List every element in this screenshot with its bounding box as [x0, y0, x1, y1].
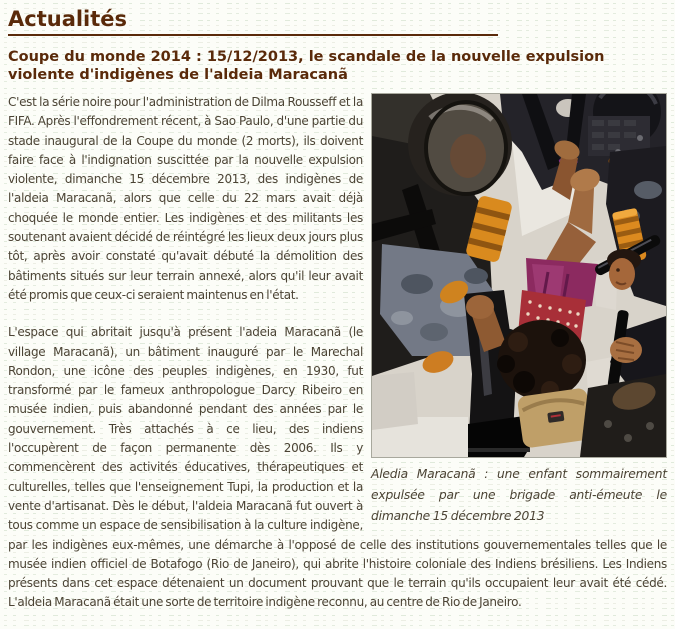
section-title: Actualités [8, 7, 498, 36]
backpack [517, 387, 594, 448]
photo-caption: Aledia Maracanã : une enfant sommairement expulsée par une brigade anti-émeute le dimanche 15 décembre 2013 [371, 467, 667, 523]
paragraph-1: C'est la série noire pour l'administration de Dilma Rousseff et la FIFA. Après l'effondrement récent, à Sao Paulo, d'une partie du stade inaugural de la Coupe du monde (2 morts), ils doivent faire face à l'indignation suscittée par la nouvelle expulsion violente, dimanche 15 décembre 2013, des indigènes de l'aldeia Maracanã, alors que celle du 22 mars avait déjà choquée le monde entier. Les indigènes et des militants les soutenant avaient décidé de réintégré les lieux deux jours plus tôt, après avoir constaté qu'avait débuté la démolition des bâtiments situés sur leur terrain annexé, alors qu'il leur avait été promis que ceux-ci seraient maintenus en l'état. [8, 95, 363, 302]
article-body [8, 93, 667, 613]
paragraph-2: L'espace qui abritait jusqu'à présent l'adeia Maracanã (le village Maracanã), un bâtiment inauguré par le Marechal Rondon, une icône des peuples indigènes, en 1930, fut transformé par le fameux anthropologue Darcy Ribeiro en musée indien, puis abandonné pendant des années par le gouvernement. Très attachés à ce lieu, des indiens l'occupèrent de façon permanente dès 2006. Ils y commencèrent des activités éducatives, thérapeutiques et culturelles, telles que l'enseignement Tupi, la production et la vente d'artisanat. Dès le début, l'aldeia Maracanã fut ouvert à tous comme un espace de sensibilisation à la culture indigène, par les indigènes eux-mêmes, une démarche à l'opposé de celle des institutions gouvernementales telles que le musée indien officiel de Botafogo (Rio de Janeiro), qui abrite l'histoire coloniale des Indiens brésiliens. Les Indiens présents dans cet espace détenaient un document prouvant que le terrain qu'ils occupaient leur avait été cédé. L'aldeia Maracanã était une sorte de territoire indigène reconnu, au centre de Rio de Janeiro. [8, 325, 667, 610]
riot-police-expulsion-photo-illustration [372, 94, 666, 457]
article-figure [371, 93, 667, 526]
article-photo [371, 93, 667, 458]
article-headline: Coupe du monde 2014 : 15/12/2013, le scandale de la nouvelle expulsion violente d'indigènes de l'aldeia Maracanã [8, 49, 605, 83]
